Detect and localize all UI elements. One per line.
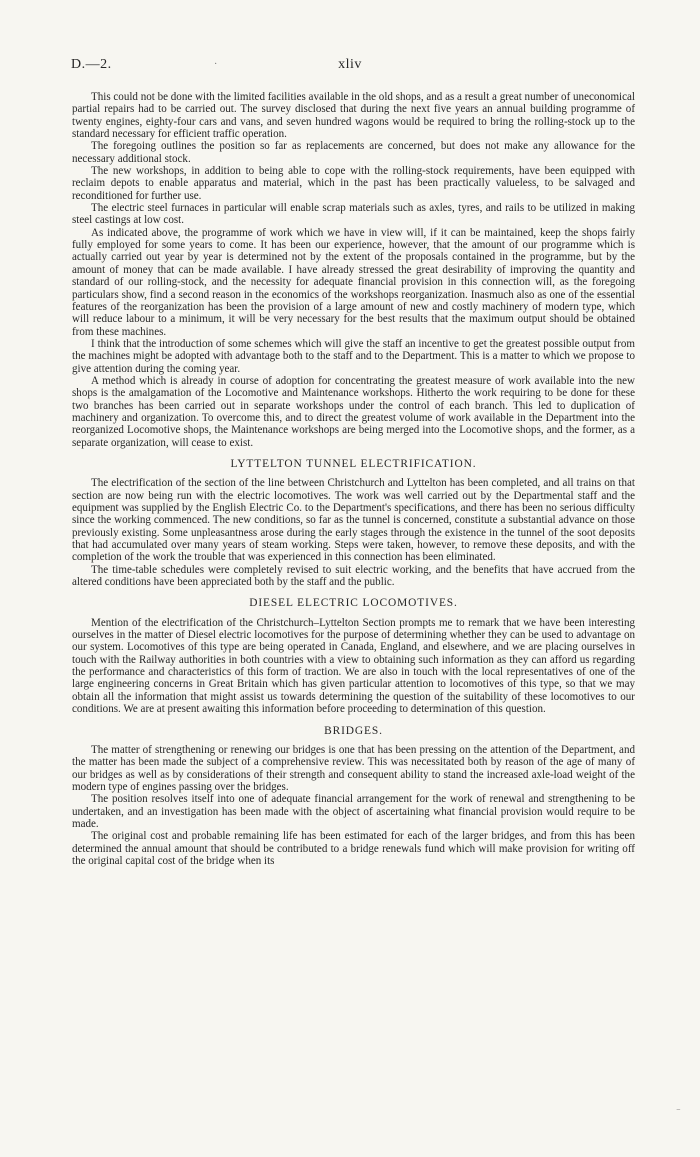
- bridges-heading: BRIDGES.: [324, 724, 383, 737]
- diesel-heading: DIESEL ELECTRIC LOCOMOTIVES.: [249, 597, 458, 610]
- intro-paragraph-5: As indicated above, the programme of work which we have in view will, if it can be maintained, keep the shops fairly fully employed for some years to come. It has been our experience, however, that the amount of our programme which is actually carried out year by year is determined not by the extent of the proposals contained in the programme, but by the amount of money that can be made available. I have already stressed the great desirability of improving the quantity and standard of our rolling-stock, and the necessity for adequate financial provision in this connection will, as the foregoing particulars show, find a second reason in the economics of the workshops reorganization. Inasmuch also as one of the essential features of the reorganization has been the provision of a large amount of new and costly machinery of modern type, which will reduce labour to a minimum, it will be very necessary for the best results that the maximum output should be obtained from these machines.: [72, 226, 635, 338]
- lyttelton-heading: LYTTELTON TUNNEL ELECTRIFICATION.: [230, 457, 477, 470]
- bridges-paragraph-3: The original cost and probable remaining life has been estimated for each of the larger bridges, and from this has been determined the annual amount that should be contributed to a bridge renewals fund which will make provision for writing off the original capital cost of the bridge when its: [72, 830, 635, 867]
- intro-paragraph-7: A method which is already in course of adoption for concentrating the greatest measure of work available into the new shops is the amalgamation of the Locomotive and Maintenance workshops. Hitherto the work requiring to be done for these two branches has been carried out in separate workshops under the control of each branch. This led to duplication of machinery and organization. To overcome this, and to direct the greatest volume of work available in the Department into the reorganized Locomotive shops, the Maintenance workshops are being merged into the Locomotive shops, and the former, as a separate organization, will cease to exist.: [72, 374, 635, 449]
- page-number: xliv: [338, 57, 362, 72]
- intro-paragraph-1: This could not be done with the limited facilities available in the old shops, and as a result a great number of uneconomical partial repairs had to be carried out. The survey disclosed that during the next five years an annual building programme of twenty engines, eighty-four cars and vans, and seven hundred wagons would be required to bring the rolling-stock up to the standard necessary for efficient traffic operation.: [72, 91, 635, 141]
- bridges-paragraph-1: The matter of strengthening or renewing our bridges is one that has been pressing on the attention of the Department, and the matter has been made the subject of a comprehensive review. This was necessitated both by reason of the age of many of our bridges as well as by considerations of their strength and consequent ability to stand the increased axle-load weight of the modern type of engines passing over the bridges.: [72, 743, 635, 793]
- diesel-paragraph-1: Mention of the electrification of the Christchurch–Lyttelton Section prompts me to remark that we have been interesting ourselves in the matter of Diesel electric locomotives for the purpose of determining whether they can be used to advantage on our system. Locomotives of this type are being operated in Canada, England, and elsewhere, and we are placing ourselves in touch with the Railway authorities in both countries with a view to obtaining such information as they can afford us regarding the performance and characteristics of this form of traction. We are also in touch with the local representatives of one of the large engineering concerns in Great Britain which has given particular attention to locomotives of this type, so that we may obtain all the information that might assist us towards determining the question of the suitability of these locomotives to our conditions. We are at present awaiting this information before proceeding to determination of this question.: [72, 616, 635, 716]
- intro-paragraph-3: The new workshops, in addition to being able to cope with the rolling-stock requirements, have been equipped with reclaim depots to enable apparatus and material, which in the past has been practically valueless, to be salvaged and reconditioned for further use.: [72, 165, 635, 202]
- lyttelton-paragraph-1: The electrification of the section of the line between Christchurch and Lyttelton has been completed, and all trains on that section are now being run with the electric locomotives. The work was well carried out by the Departmental staff and the equipment was supplied by the English Electric Co. to the Department's specifications, and there has been no serious difficulty since the working commenced. The new conditions, so far as the tunnel is concerned, constitute a substantial advance on those previously existing. Some unpleasantness arose during the early stages through the existence in the tunnel of the soot deposits that had accumulated over many years of steam working. Steps were taken, however, to remove these deposits, and with the completion of the work the trouble that was experienced in this connection has been eliminated.: [72, 477, 635, 564]
- document-reference: D.—2.: [71, 57, 112, 72]
- bridges-paragraph-2: The position resolves itself into one of adequate financial arrangement for the work of renewal and strengthening to be undertaken, and an investigation has been made with the object of ascertaining what financial provision would require to be made.: [72, 793, 635, 830]
- intro-paragraph-6: I think that the introduction of some schemes which will give the staff an incentive to get the greatest possible output from the machines might be adopted with advantage both to the staff and to the Department. This is a matter to which we propose to give attention during the coming year.: [72, 337, 635, 375]
- intro-paragraph-4: The electric steel furnaces in particular will enable scrap materials such as axles, tyres, and rails to be utilized in making steel castings at low cost.: [72, 202, 635, 227]
- document-body: [72, 91, 635, 867]
- margin-mark: ⁻: [676, 1106, 681, 1116]
- print-mark: ·: [214, 59, 218, 70]
- intro-paragraph-2: The foregoing outlines the position so far as replacements are concerned, but does not make any allowance for the necessary additional stock.: [72, 140, 635, 165]
- lyttelton-paragraph-2: The time-table schedules were completely revised to suit electric working, and the benefits that have accrued from the altered conditions have been appreciated both by the staff and the public.: [72, 563, 635, 589]
